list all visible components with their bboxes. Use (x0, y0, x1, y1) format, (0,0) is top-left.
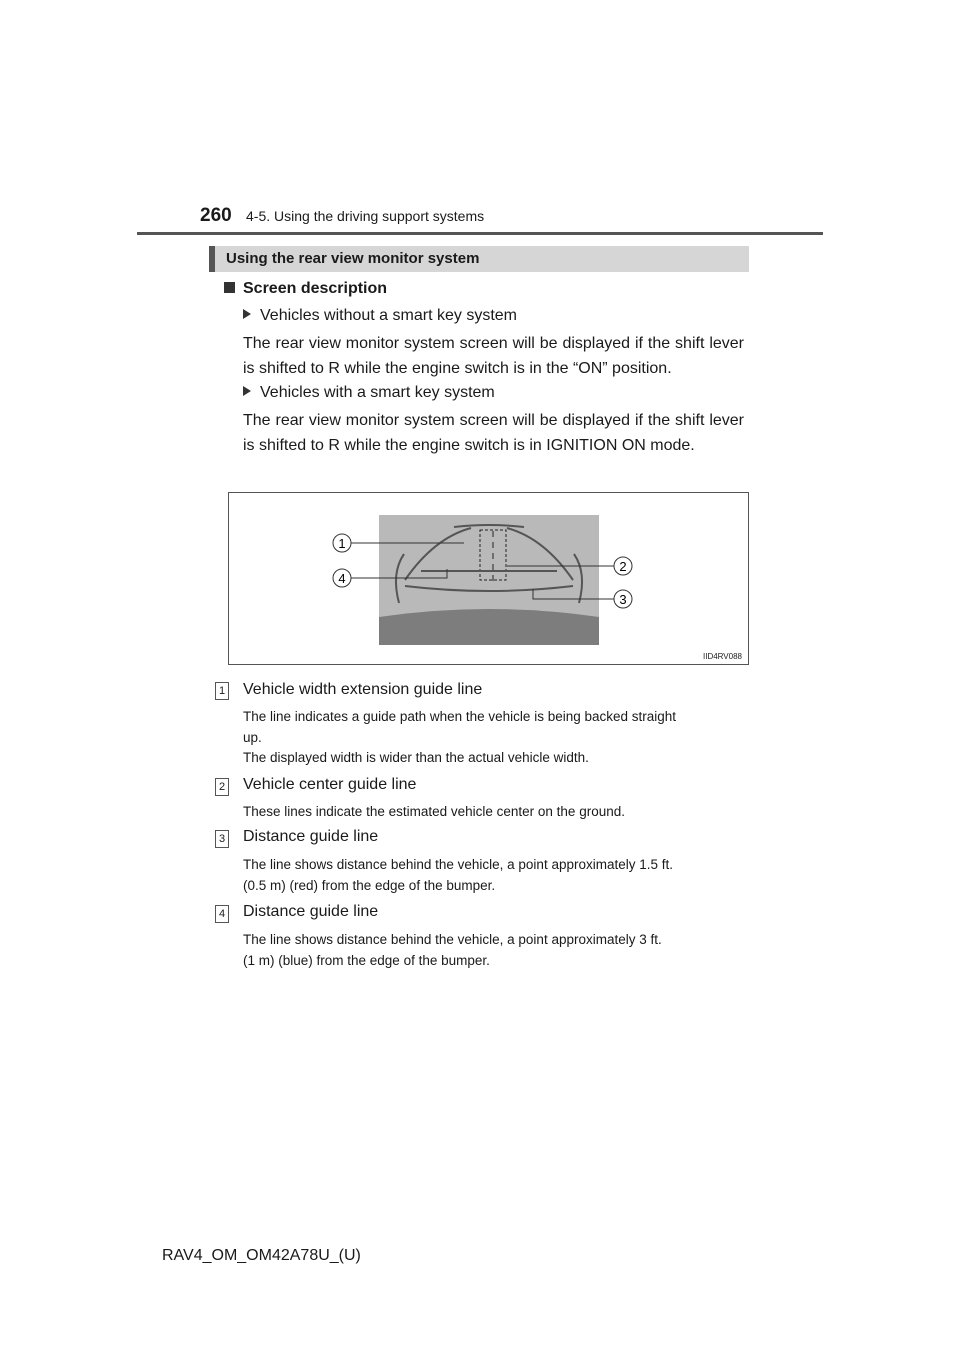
item-title-1: Vehicle width extension guide line (243, 681, 483, 698)
item-desc-line: The displayed width is wider than the actual vehicle width. (243, 750, 589, 765)
callout-3 (614, 590, 632, 608)
figure-code: IID4RV088 (703, 652, 742, 661)
section-title: 4-5. Using the driving support systems (246, 208, 485, 224)
callout-2 (614, 557, 632, 575)
triangle-bullet-icon (243, 386, 251, 396)
variant-text-no-smart-key: The rear view monitor system screen will be displayed if the shift lever is shifted to R while the engine switch is in the “ON” position. (243, 335, 744, 377)
item-number-4: 4 (215, 905, 229, 923)
callout-4-label: 4 (338, 571, 346, 586)
variant-label-text: Vehicles with a smart key system (260, 384, 495, 401)
item-title-2: Vehicle center guide line (243, 776, 417, 793)
item-desc-line: up. (243, 729, 262, 745)
variant-text-smart-key: The rear view monitor system screen will be displayed if the shift lever is shifted to R while the engine switch is in IGNITION ON mode. (243, 412, 744, 454)
callout-2-label: 2 (619, 559, 627, 574)
square-bullet-icon (224, 282, 235, 293)
bumper-area (379, 609, 599, 645)
screen-description-heading (224, 280, 387, 298)
screen-description-heading-text: Screen description (243, 280, 388, 297)
callout-4 (333, 569, 351, 587)
item-desc-line: (0.5 m) (red) from the edge of the bumper. (243, 877, 496, 893)
item-desc-1 (243, 707, 744, 769)
item-desc-2 (243, 802, 744, 823)
item-desc-line: The line shows distance behind the vehicle, a point approximately 3 ft. (243, 932, 662, 947)
item-number-2: 2 (215, 778, 229, 796)
triangle-bullet-icon (243, 309, 251, 319)
footer-doc-id: RAV4_OM_OM42A78U_(U) (162, 1247, 361, 1264)
item-desc-line: These lines indicate the estimated vehicle center on the ground. (243, 804, 625, 819)
rear-view-monitor-figure (228, 492, 749, 665)
item-title-3: Distance guide line (243, 828, 379, 845)
monitor-illustration (229, 493, 748, 664)
section-banner (209, 246, 749, 272)
variant-label-smart-key (243, 384, 495, 402)
item-desc-line: The line shows distance behind the vehicle, a point approximately 1.5 ft. (243, 857, 674, 872)
callout-3-label: 3 (619, 592, 627, 607)
callout-1-label: 1 (338, 536, 346, 551)
item-title-4: Distance guide line (243, 903, 379, 920)
page-number: 260 (200, 205, 232, 226)
item-desc-line: The line indicates a guide path when the vehicle is being backed straight (243, 709, 677, 724)
item-desc-4 (243, 930, 744, 971)
item-desc-line: (1 m) (blue) from the edge of the bumper. (243, 952, 490, 968)
variant-label-text: Vehicles without a smart key system (260, 307, 517, 324)
item-number-1: 1 (215, 682, 229, 700)
header-rule (137, 232, 823, 235)
variant-label-no-smart-key (243, 307, 517, 325)
banner-title: Using the rear view monitor system (226, 250, 480, 267)
item-number-3: 3 (215, 830, 229, 848)
callout-1 (333, 534, 351, 552)
item-desc-3 (243, 855, 744, 896)
